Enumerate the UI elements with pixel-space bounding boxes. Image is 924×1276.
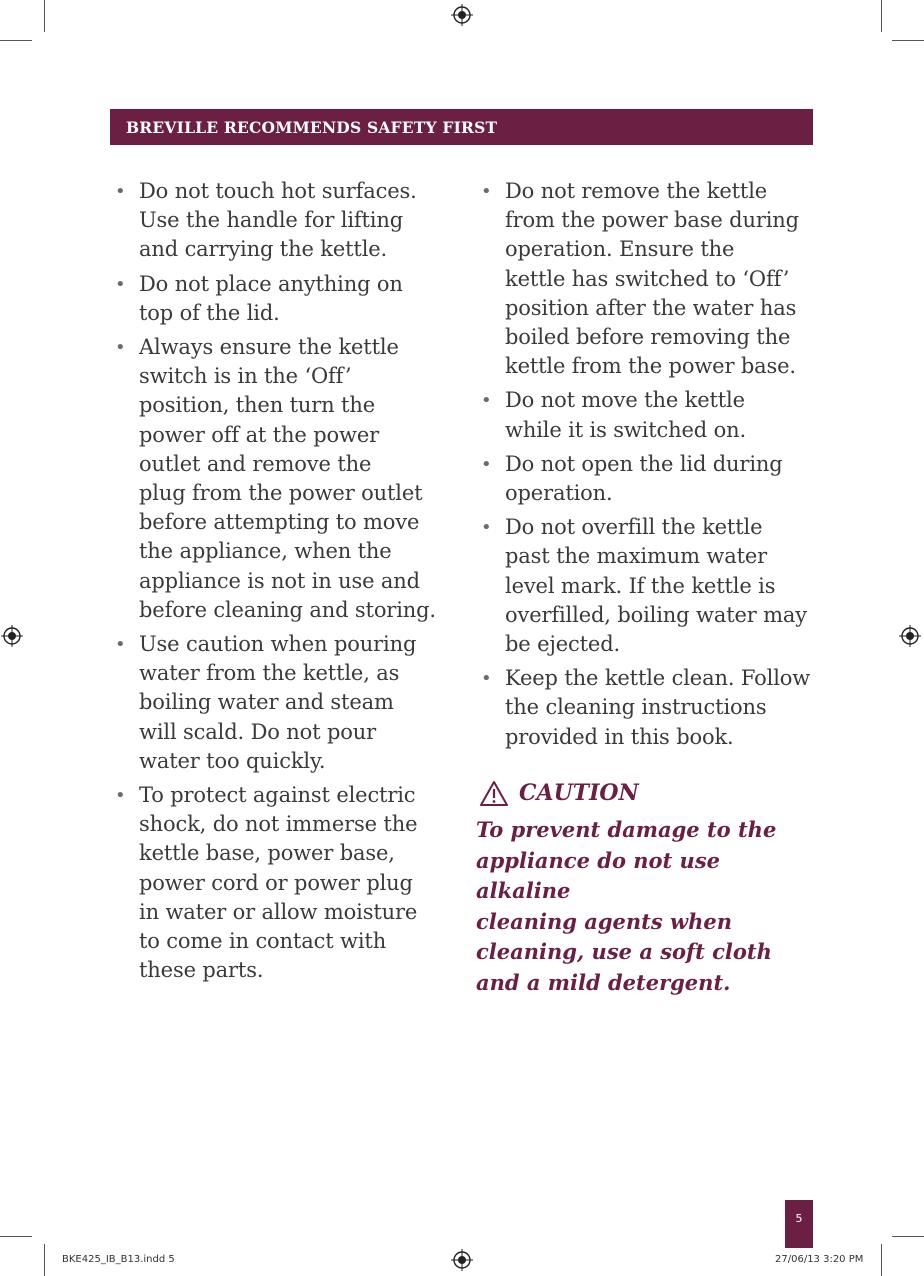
list-item-line: Do not remove the kettle bbox=[505, 179, 768, 203]
bullet-icon: • bbox=[115, 273, 126, 295]
caution-label: CAUTION bbox=[519, 780, 639, 806]
list-item-line: plug from the power outlet bbox=[139, 481, 423, 506]
registration-mark-icon bbox=[451, 4, 473, 26]
list-item-line: shock, do not immerse the bbox=[139, 812, 418, 837]
list-item-line: appliance is not in use and bbox=[139, 568, 420, 593]
list-item-line: Use caution when pouring bbox=[139, 632, 417, 657]
list-item-line: these parts. bbox=[139, 958, 264, 983]
list-item-line: operation. bbox=[505, 481, 613, 506]
bullet-icon: • bbox=[115, 181, 126, 202]
crop-mark bbox=[0, 1236, 32, 1237]
caution-line: To prevent damage to the bbox=[476, 817, 777, 842]
list-item-line: Always ensure the kettle bbox=[139, 335, 399, 360]
list-item-line: Keep the kettle clean. Follow bbox=[505, 666, 811, 691]
list-item bbox=[478, 450, 818, 508]
bullet-icon: • bbox=[115, 634, 126, 656]
slug-filename: BKE425_IB_B13.indd 5 bbox=[62, 1254, 175, 1265]
bullet-icon: • bbox=[115, 785, 126, 807]
list-item-line: operation. Ensure the bbox=[505, 237, 735, 262]
bullet-icon: • bbox=[481, 517, 492, 539]
safety-list-left bbox=[112, 177, 457, 990]
list-item-line: kettle base, power base, bbox=[139, 841, 395, 866]
list-item-line: boiled before removing the bbox=[505, 325, 791, 350]
bullet-icon: • bbox=[481, 668, 492, 690]
bullet-icon: • bbox=[115, 337, 126, 359]
list-item bbox=[112, 177, 457, 265]
safety-list-right bbox=[478, 177, 818, 757]
list-item-line: kettle from the power base. bbox=[505, 354, 796, 379]
caution-line: and a mild detergent. bbox=[476, 969, 731, 995]
list-item-line: top of the lid. bbox=[139, 300, 280, 325]
list-item-line: while it is switched on. bbox=[505, 417, 747, 442]
list-item-line: position, then turn the bbox=[139, 393, 375, 418]
list-item-line: before cleaning and storing. bbox=[139, 597, 436, 622]
list-item-line: To protect against electric bbox=[139, 783, 416, 808]
caution-line: cleaning agents when bbox=[476, 908, 732, 934]
list-item-line: Do not move the kettle bbox=[505, 388, 745, 413]
page-number: 5 bbox=[795, 1212, 803, 1225]
list-item bbox=[112, 270, 457, 328]
registration-mark-icon bbox=[899, 625, 921, 647]
page-number-tab bbox=[785, 1200, 813, 1248]
list-item-line: Use the handle for lifting bbox=[139, 208, 404, 233]
list-item-line: past the maximum water bbox=[505, 544, 768, 569]
section-header-bar bbox=[110, 109, 813, 145]
list-item-line: level mark. If the kettle is bbox=[505, 573, 776, 598]
list-item-line: provided in this book. bbox=[505, 724, 734, 749]
crop-mark bbox=[892, 40, 924, 41]
list-item-line: switch is in the ‘Off’ bbox=[139, 364, 352, 389]
warning-triangle-icon bbox=[479, 780, 509, 807]
list-item-line: to come in contact with bbox=[139, 929, 387, 954]
section-title: BREVILLE RECOMMENDS SAFETY FIRST bbox=[126, 118, 498, 137]
list-item-line: water too quickly. bbox=[139, 748, 326, 773]
crop-mark bbox=[44, 0, 45, 32]
crop-mark bbox=[44, 1244, 45, 1276]
bullet-icon: • bbox=[481, 453, 492, 475]
list-item-line: be ejected. bbox=[505, 632, 621, 657]
list-item-line: the cleaning instructions bbox=[505, 695, 767, 720]
list-item-line: Do not overfill the kettle bbox=[505, 515, 763, 540]
list-item-line: before attempting to move bbox=[139, 510, 420, 535]
caution-line: cleaning, use a soft cloth bbox=[476, 939, 772, 964]
list-item bbox=[478, 664, 818, 752]
list-item-line: in water or allow moisture bbox=[139, 899, 418, 924]
list-item-line: and carrying the kettle. bbox=[139, 237, 388, 262]
crop-mark bbox=[0, 40, 32, 41]
list-item-line: overfilled, boiling water may bbox=[505, 602, 808, 627]
list-item bbox=[478, 386, 818, 444]
crop-mark bbox=[881, 1244, 882, 1276]
bullet-icon: • bbox=[481, 181, 492, 202]
list-item bbox=[478, 177, 818, 381]
list-item bbox=[478, 513, 818, 659]
registration-mark-icon bbox=[1, 625, 23, 647]
list-item-line: Do not touch hot surfaces. bbox=[139, 179, 417, 203]
list-item bbox=[112, 630, 457, 776]
list-item-line: Do not place anything on bbox=[139, 271, 403, 296]
list-item-line: water from the kettle, as bbox=[139, 661, 400, 686]
slug-datetime: 27/06/13 3:20 PM bbox=[775, 1254, 864, 1265]
list-item-line: will scald. Do not pour bbox=[139, 719, 377, 744]
crop-mark bbox=[892, 1236, 924, 1237]
list-item-line: the appliance, when the bbox=[139, 539, 392, 564]
list-item-line: Do not open the lid during bbox=[505, 451, 783, 476]
list-item-line: power off at the power bbox=[139, 422, 379, 447]
registration-mark-icon bbox=[451, 1249, 473, 1271]
list-item-line: kettle has switched to ‘Off’ bbox=[505, 266, 790, 291]
crop-mark bbox=[881, 0, 882, 32]
caution-line: appliance do not use alkaline bbox=[476, 847, 721, 903]
caution-heading bbox=[479, 775, 639, 811]
bullet-icon: • bbox=[481, 390, 492, 412]
list-item bbox=[112, 333, 457, 625]
list-item bbox=[112, 781, 457, 985]
list-item-line: outlet and remove the bbox=[139, 451, 372, 476]
caution-text bbox=[476, 815, 816, 998]
list-item-line: boiling water and steam bbox=[139, 690, 394, 715]
list-item-line: power cord or power plug bbox=[139, 870, 413, 895]
list-item-line: from the power base during bbox=[505, 208, 799, 233]
list-item-line: position after the water has bbox=[505, 295, 797, 320]
